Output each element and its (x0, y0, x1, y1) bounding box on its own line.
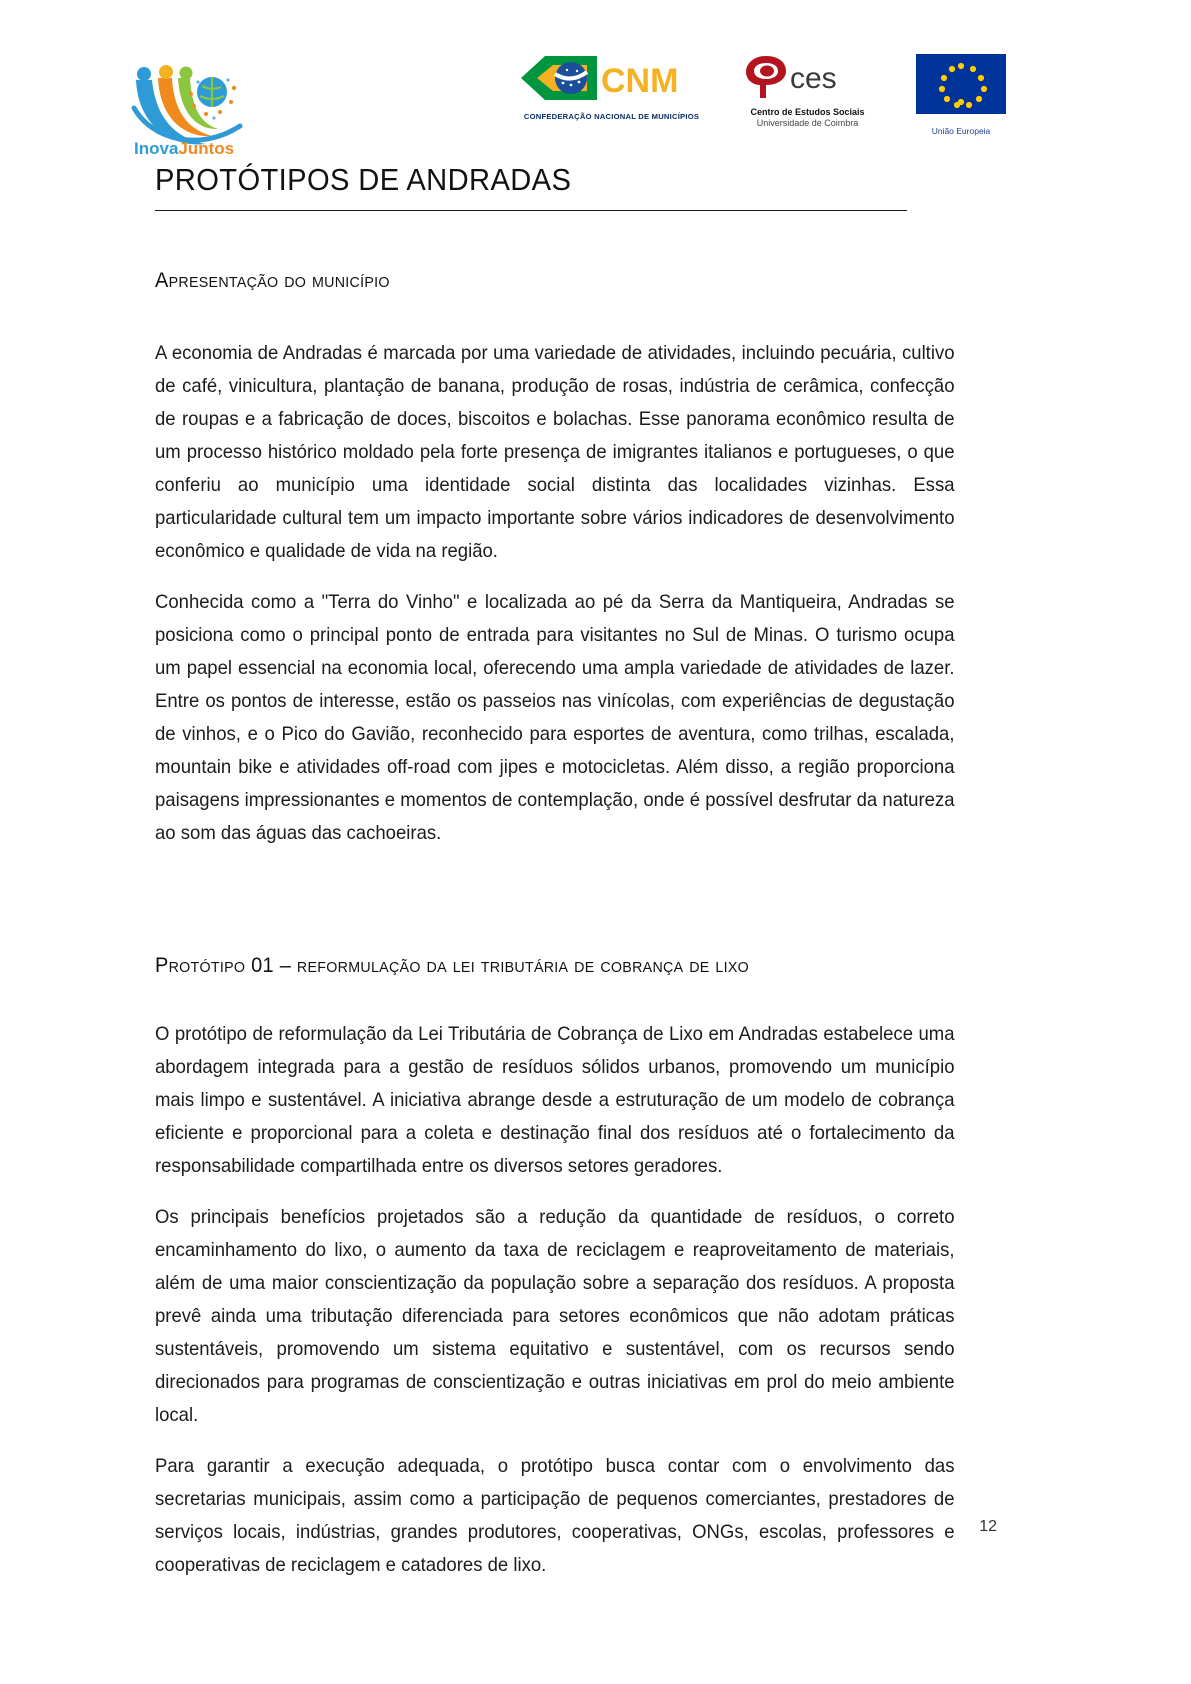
eu-flag-icon (911, 52, 1011, 118)
inova-juntos-wordmark-juntos: Juntos (178, 139, 235, 157)
inova-juntos-wordmark-inova: InovaJuntos (134, 139, 235, 157)
paragraph: Para garantir a execução adequada, o protótipo busca contar com o envolvimento das secretarias municipais, assim como a participação de pequenos comerciantes, prestadores de serviços locais, indústrias, grandes produtores, cooperativas, ONGs, escolas, professores e cooperativas de reciclagem e catadores de lixo. (155, 1455, 955, 1576)
eu-caption: União Europeia (931, 126, 991, 136)
section-heading-prototipo-01: Protótipo 01 – reformulação da lei tributária de cobrança de lixo (155, 954, 750, 977)
ces-wordmark: ces (790, 62, 837, 95)
paragraph: O protótipo de reformulação da Lei Tributária de Cobrança de Lixo em Andradas estabelece uma abordagem integrada para a gestão de resíduos sólidos urbanos, promovendo um município mais limpo e sustentável. A iniciativa abrange desde a estruturação de um modelo de cobrança eficiente e proporcional para a coleta e destinação final dos resíduos até o fortalecimento da responsabilidade compartilhada entre os diversos setores geradores. (155, 1023, 955, 1177)
ces-logo-icon (740, 52, 875, 100)
european-union-logo (911, 52, 1011, 136)
ces-logo (740, 52, 875, 128)
partner-logos-row (519, 52, 1011, 136)
cnm-wordmark: CNM (601, 62, 679, 100)
page-number: 12 (979, 1518, 997, 1535)
section-heading-apresentacao: Apresentação do município (155, 269, 390, 292)
paragraph: Conhecida como a "Terra do Vinho" e localizada ao pé da Serra da Mantiqueira, Andradas se posiciona como o principal ponto de entrada para visitantes no Sul de Minas. O turismo ocupa um papel essencial na economia local, oferecendo uma ampla variedade de atividades de lazer. Entre os pontos de interesse, estão os passeios nas vinícolas, com experiências de degustação de vinhos, e o Pico do Gavião, reconhecido para esportes de aventura, como trilhas, escalada, mountain bike e atividades off-road com jipes e motocicletas. Além disso, a região proporciona paisagens impressionantes e momentos de contemplação, onde é possível desfrutar da natureza ao som das águas das cachoeiras. (155, 591, 955, 844)
paragraph: Os principais benefícios projetados são a redução da quantidade de resíduos, o correto encaminhamento do lixo, o aumento da taxa de reciclagem e reaproveitamento de materiais, além de uma maior conscientização da população sobre a separação dos resíduos. A proposta prevê ainda uma tributação diferenciada para setores econômicos que não adotam práticas sustentáveis, promovendo um sistema equitativo e sustentável, com os recursos sendo direcionados para programas de conscientização e outras iniciativas em prol do meio ambiente local. (155, 1206, 955, 1426)
page-header (0, 30, 1191, 157)
document-content (155, 162, 955, 1582)
page-title: PROTÓTIPOS DE ANDRADAS (155, 162, 907, 211)
cnm-logo-icon (519, 52, 704, 104)
ces-line1: Centro de Estudos Sociais (750, 107, 865, 117)
inova-juntos-logo (128, 52, 248, 157)
inova-juntos-logo-icon (128, 52, 248, 157)
ces-line2: Universidade de Coimbra (756, 118, 859, 128)
cnm-caption: CONFEDERAÇÃO NACIONAL DE MUNICÍPIOS (523, 112, 700, 121)
cnm-logo (519, 52, 704, 121)
paragraph: A economia de Andradas é marcada por uma variedade de atividades, incluindo pecuária, cultivo de café, vinicultura, plantação de banana, produção de rosas, indústria de cerâmica, confecção de roupas e a fabricação de doces, biscoitos e bolachas. Esse panorama econômico resulta de um processo histórico moldado pela forte presença de imigrantes italianos e portugueses, o que conferiu ao município uma identidade social distinta das localidades vizinhas. Essa particularidade cultural tem um impacto importante sobre vários indicadores de desenvolvimento econômico e qualidade de vida na região. (155, 342, 955, 562)
